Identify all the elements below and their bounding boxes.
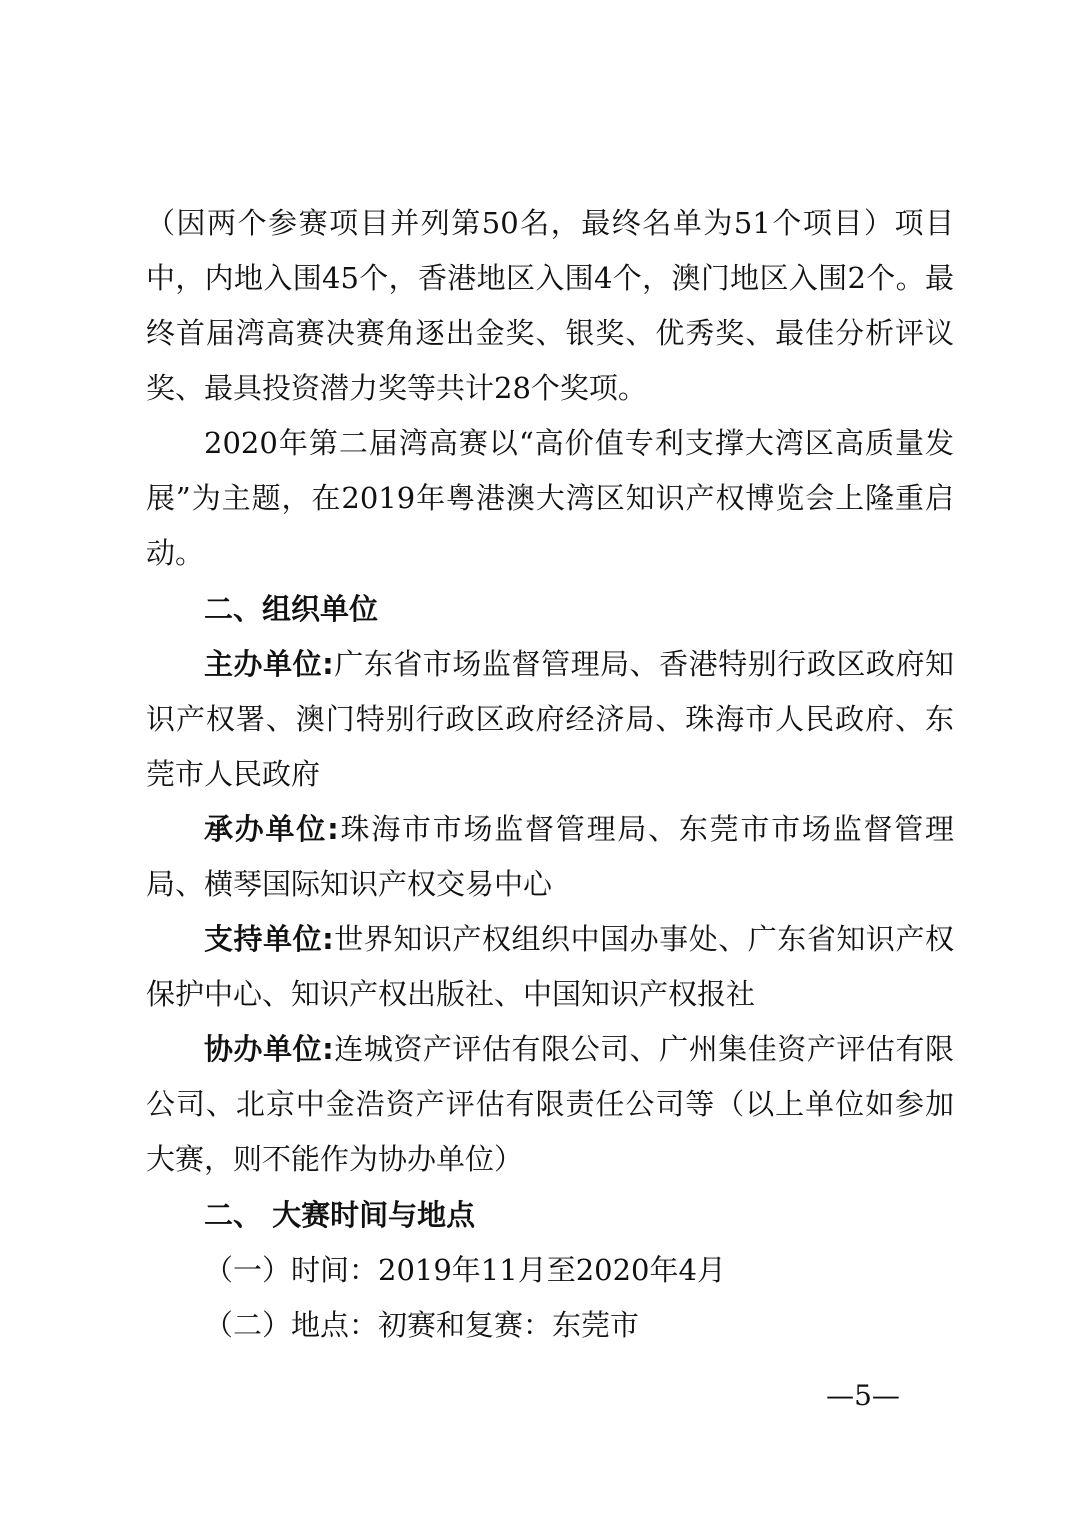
intro-paragraph-2: 2020年第二届湾高赛以“高价值专利支撑大湾区高质量发展”为主题，在2019年粤港澳大湾区知识产权博览会上隆重启动。	[146, 426, 954, 570]
intro-paragraph-1: （因两个参赛项目并列第50名，最终名单为51个项目）项目中，内地入围45个，香港地区入围4个，澳门地区入围2个。最终首届湾高赛决赛角逐出金奖、银奖、优秀奖、最佳分析评议奖、最具投资潜力奖等共计28个奖项。	[146, 206, 954, 405]
organizer-units-text: 珠海市市场监督管理局、东莞市市场监督管理局、横琴国际知识产权交易中心	[146, 812, 954, 901]
support-units-text: 世界知识产权组织中国办事处、广东省知识产权保护中心、知识产权出版社、中国知识产权报社	[146, 922, 954, 1011]
organizer-units-label: 承办单位:	[204, 812, 339, 846]
document-body	[146, 196, 954, 1353]
time-item: （一）时间：2019年11月至2020年4月	[204, 1253, 726, 1287]
host-units	[146, 637, 954, 802]
co-organizer-units	[146, 1022, 954, 1187]
host-units-label: 主办单位:	[204, 647, 334, 681]
support-units-label: 支持单位:	[204, 922, 334, 956]
page-number: —5—	[826, 1379, 900, 1412]
host-units-text: 广东省市场监督管理局、香港特别行政区政府知识产权署、澳门特别行政区政府经济局、珠海市人民政府、东莞市人民政府	[146, 647, 954, 791]
co-organizer-units-text: 连城资产评估有限公司、广州集佳资产评估有限公司、北京中金浩资产评估有限责任公司等（以上单位如参加大赛，则不能作为协办单位）	[146, 1032, 954, 1176]
section-heading-time-place: 二、 大赛时间与地点	[204, 1198, 476, 1232]
co-organizer-units-label: 协办单位:	[204, 1032, 334, 1066]
support-units	[146, 912, 954, 1022]
organizer-units	[146, 802, 954, 912]
section-heading-organizations: 二、组织单位	[204, 592, 379, 626]
place-item: （二）地点：初赛和复赛：东莞市	[204, 1308, 640, 1342]
